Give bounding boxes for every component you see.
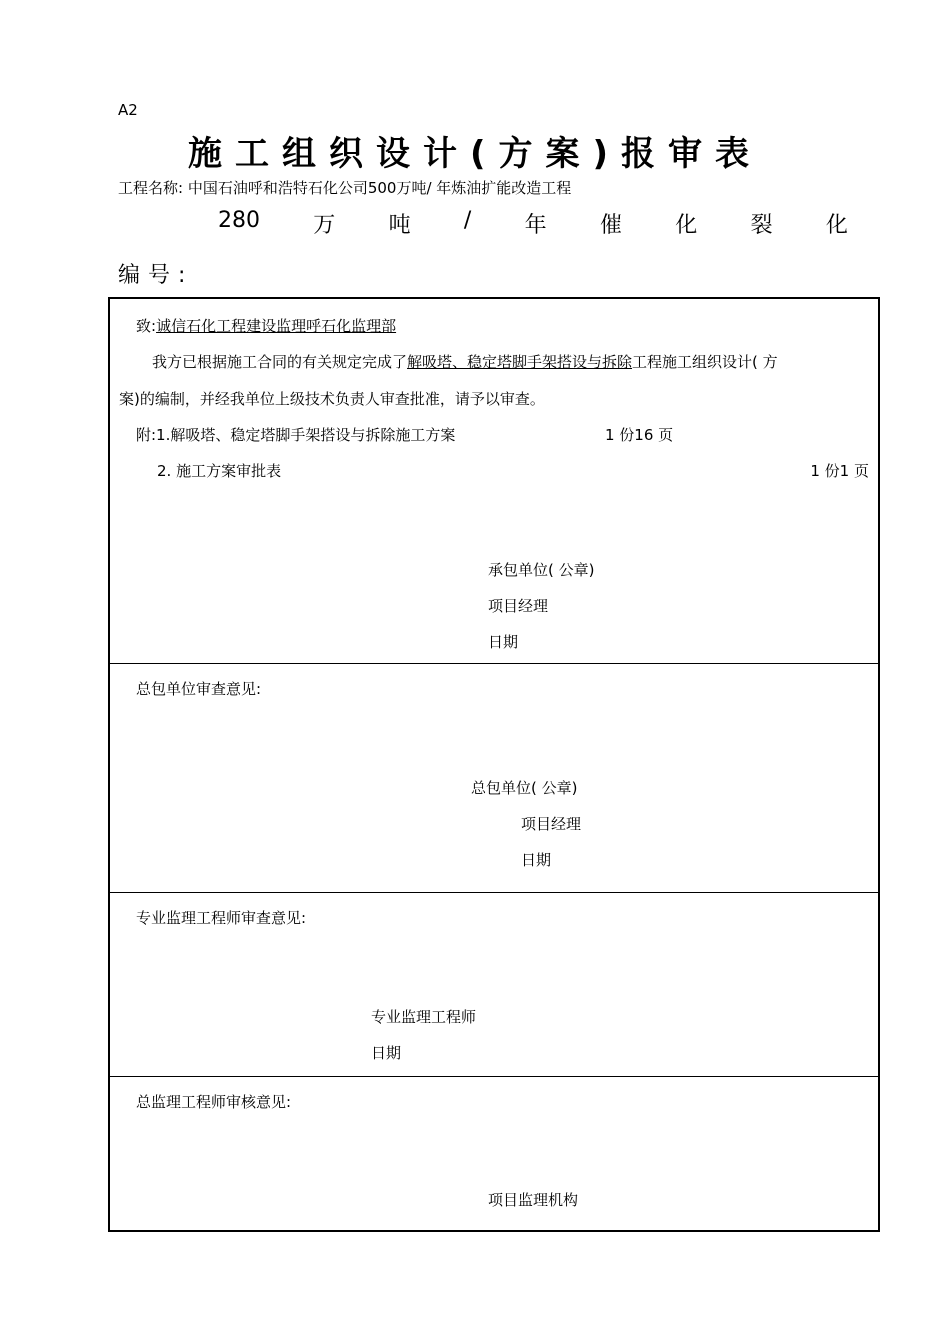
subtitle-char: 280 (218, 208, 260, 233)
attachment-1-count: 1 份16 页 (605, 426, 674, 444)
specialist-opinion-label: 专业监理工程师审查意见: (136, 909, 307, 927)
body-text: 工程施工组织设计( 方 (632, 353, 778, 371)
project-subtitle (218, 208, 848, 239)
contractor-date-label: 日期 (488, 633, 519, 651)
body-line-2: 案)的编制，并经我单位上级技术负责人审查批准，请予以审查。 (119, 390, 545, 408)
subtitle-char: 催 (599, 213, 622, 238)
work-name: 解吸塔、稳定塔脚手架搭设与拆除 (407, 353, 633, 371)
attachment-2-count: 1 份1 页 (810, 462, 869, 480)
contractor-section (110, 299, 878, 664)
subtitle-char: 裂 (750, 213, 773, 238)
subtitle-char: 万 (313, 213, 336, 238)
chief-engineer-section (110, 1076, 878, 1230)
form-code: A2 (118, 101, 138, 119)
contractor-seal-label: 承包单位( 公章) (488, 561, 595, 579)
contractor-manager-label: 项目经理 (488, 597, 549, 615)
attachment-2: 2. 施工方案审批表 (157, 462, 282, 480)
specialist-engineer-section (110, 892, 878, 1077)
gc-date-label: 日期 (521, 851, 552, 869)
subtitle-char: 化 (675, 213, 698, 238)
gc-manager-label: 项目经理 (521, 815, 582, 833)
specialist-date-label: 日期 (371, 1044, 402, 1062)
serial-number-label: 编号: (118, 263, 194, 288)
body-line-1 (152, 351, 778, 372)
attachment-1: 附:1.解吸塔、稳定塔脚手架搭设与拆除施工方案 (136, 426, 456, 444)
supervision-org-label: 项目监理机构 (488, 1191, 579, 1209)
subtitle-char: / (463, 208, 472, 233)
subtitle-char: 化 (825, 213, 848, 238)
general-contractor-section (110, 663, 878, 893)
gc-opinion-label: 总包单位审查意见: (136, 680, 262, 698)
chief-opinion-label: 总监理工程师审核意见: (136, 1093, 292, 1111)
form-title: 施工组织设计(方案)报审表 (187, 134, 763, 174)
project-label: 工程名称: (118, 179, 184, 197)
to-label: 致: (136, 317, 157, 335)
review-form-table (108, 297, 880, 1232)
body-text: 我方已根据施工合同的有关规定完成了 (152, 353, 408, 371)
subtitle-char: 年 (524, 213, 547, 238)
addressee-line (136, 315, 396, 336)
subtitle-char: 吨 (388, 213, 411, 238)
specialist-engineer-label: 专业监理工程师 (371, 1008, 477, 1026)
addressee-org: 诚信石化工程建设监理呼石化监理部 (156, 317, 397, 335)
project-name: 中国石油呼和浩特石化公司500万吨/ 年炼油扩能改造工程 (187, 179, 572, 197)
project-name-line (118, 177, 571, 198)
gc-seal-label: 总包单位( 公章) (471, 779, 578, 797)
